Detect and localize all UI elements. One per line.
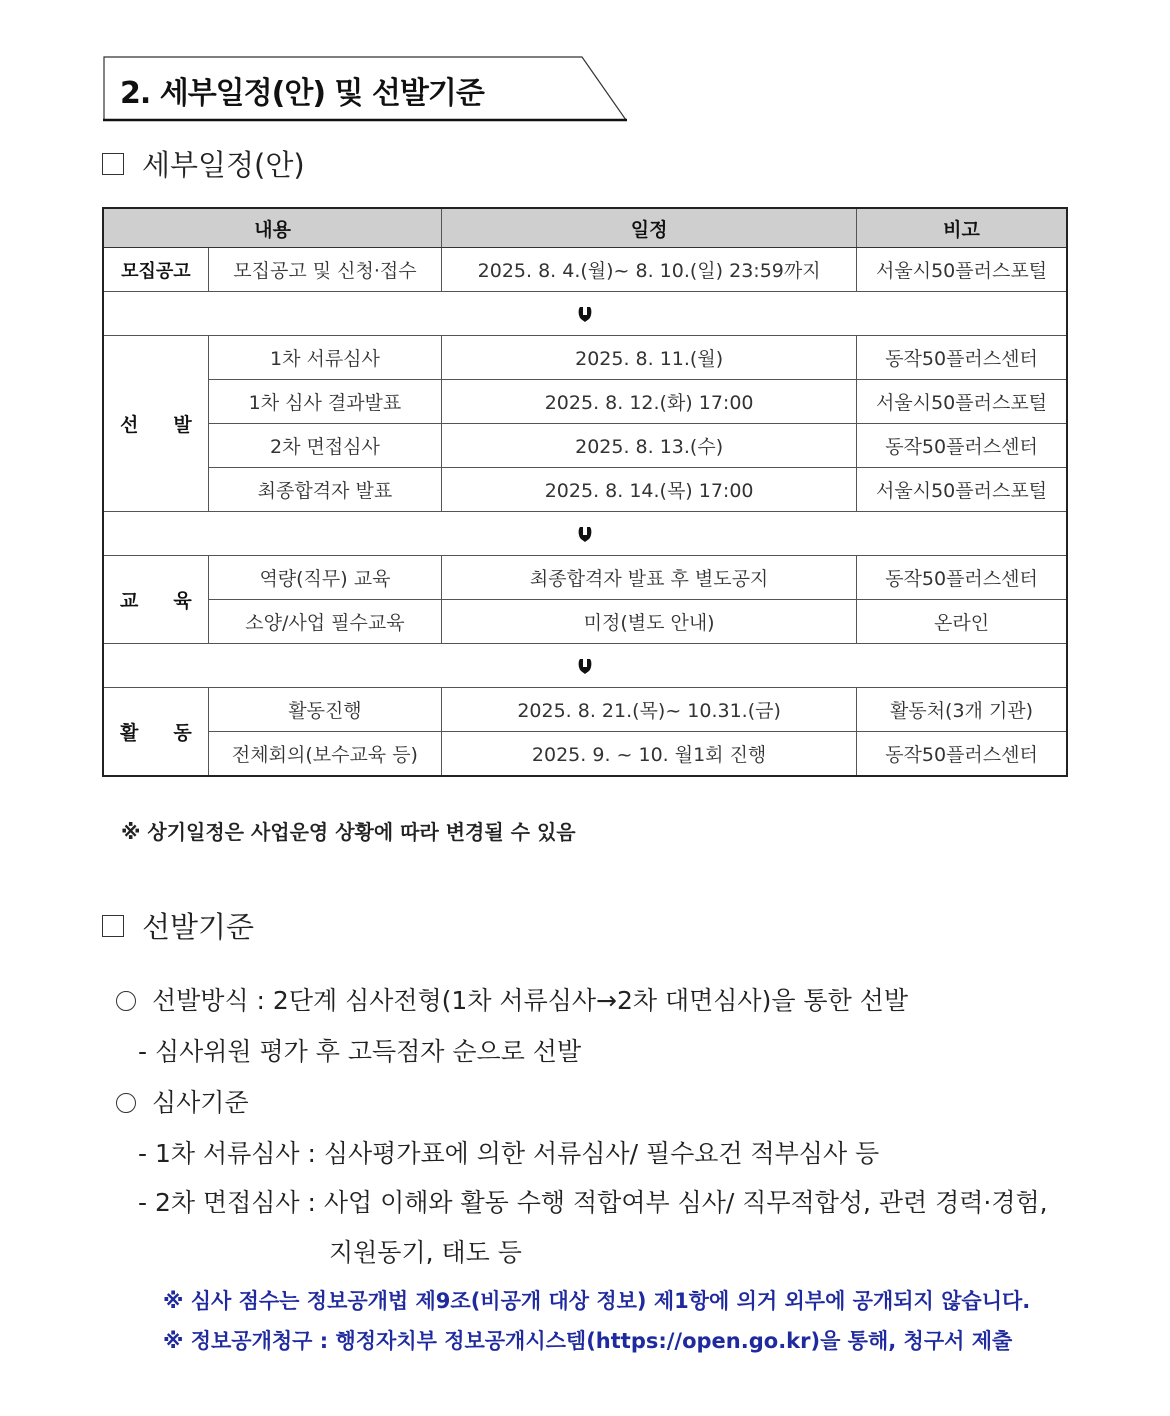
schedule-change-note: ※ 상기일정은 사업운영 상황에 따라 변경될 수 있음 [121, 820, 576, 844]
row-note: 온라인 [857, 600, 1067, 644]
row-item: 1차 서류심사 [208, 336, 441, 380]
section-title: 2. 세부일정(안) 및 선발기준 [120, 76, 484, 111]
table-row [103, 600, 1067, 644]
header-remarks: 비고 [857, 208, 1067, 248]
row-date: 미정(별도 안내) [442, 600, 857, 644]
arrow-row [103, 644, 1067, 688]
criteria-heading [102, 905, 254, 946]
selection-method [116, 981, 908, 1017]
selection-method-sub: - 심사위원 평가 후 고득점자 순으로 선발 [138, 1037, 582, 1066]
table-row [103, 424, 1067, 468]
category-education: 교 육 [103, 556, 208, 644]
table-header-row [103, 208, 1067, 248]
row-note: 동작50플러스센터 [857, 556, 1067, 600]
selection-method-text: 선발방식 : 2단계 심사전형(1차 서류심사→2차 대면심사)을 통한 선발 [152, 986, 908, 1015]
square-bullet-icon [102, 915, 124, 937]
arrow-row [103, 292, 1067, 336]
table-row [103, 380, 1067, 424]
row-item: 1차 심사 결과발표 [208, 380, 441, 424]
row-date: 2025. 8. 12.(화) 17:00 [442, 380, 857, 424]
header-schedule: 일정 [442, 208, 857, 248]
circle-bullet-icon [116, 991, 136, 1011]
category-activity: 활 동 [103, 688, 208, 777]
standard-item-first-review: - 1차 서류심사 : 심사평가표에 의한 서류심사/ 필수요건 적부심사 등 [138, 1139, 880, 1168]
review-standards [116, 1083, 249, 1119]
row-note: 활동처(3개 기관) [857, 688, 1067, 732]
standard-item-interview-continuation: 지원동기, 태도 등 [329, 1238, 522, 1267]
down-arrow-icon [578, 306, 592, 322]
row-item: 활동진행 [208, 688, 441, 732]
row-item: 전체회의(보수교육 등) [208, 732, 441, 777]
table-row [103, 248, 1067, 292]
square-bullet-icon [102, 153, 124, 175]
row-item: 최종합격자 발표 [208, 468, 441, 512]
row-date: 최종합격자 발표 후 별도공지 [442, 556, 857, 600]
standard-item-interview: - 2차 면접심사 : 사업 이해와 활동 수행 적합여부 심사/ 직무적합성, 관련 경력·경험, [138, 1188, 1048, 1217]
row-note: 서울시50플러스포털 [857, 380, 1067, 424]
circle-bullet-icon [116, 1093, 136, 1113]
row-item: 모집공고 및 신청·접수 [208, 248, 441, 292]
table-row [103, 732, 1067, 777]
category-recruitment: 모집공고 [103, 248, 208, 292]
row-date: 2025. 9. ~ 10. 월1회 진행 [442, 732, 857, 777]
schedule-heading [102, 143, 305, 184]
row-item: 2차 면접심사 [208, 424, 441, 468]
review-standards-title: 심사기준 [152, 1088, 249, 1117]
row-date: 2025. 8. 13.(수) [442, 424, 857, 468]
row-item: 역량(직무) 교육 [208, 556, 441, 600]
table-row [103, 468, 1067, 512]
row-item: 소양/사업 필수교육 [208, 600, 441, 644]
row-note: 서울시50플러스포털 [857, 468, 1067, 512]
row-note: 서울시50플러스포털 [857, 248, 1067, 292]
category-selection: 선 발 [103, 336, 208, 512]
row-date: 2025. 8. 14.(목) 17:00 [442, 468, 857, 512]
down-arrow-icon [578, 526, 592, 542]
schedule-table [102, 207, 1068, 777]
notice-info-request: ※ 정보공개청구 : 행정자치부 정보공개시스템(https://open.go.kr)을 통해, 청구서 제출 [163, 1329, 1013, 1353]
section-banner [103, 56, 627, 121]
criteria-heading-title: 선발기준 [142, 910, 255, 944]
notice-score-disclosure: ※ 심사 점수는 정보공개법 제9조(비공개 대상 정보) 제1항에 의거 외부에 공개되지 않습니다. [163, 1289, 1031, 1313]
header-content: 내용 [103, 208, 442, 248]
table-row [103, 336, 1067, 380]
row-note: 동작50플러스센터 [857, 336, 1067, 380]
row-date: 2025. 8. 21.(목)~ 10.31.(금) [442, 688, 857, 732]
row-note: 동작50플러스센터 [857, 732, 1067, 777]
down-arrow-icon [578, 658, 592, 674]
row-date: 2025. 8. 11.(월) [442, 336, 857, 380]
arrow-row [103, 512, 1067, 556]
row-date: 2025. 8. 4.(월)~ 8. 10.(일) 23:59까지 [442, 248, 857, 292]
row-note: 동작50플러스센터 [857, 424, 1067, 468]
table-row [103, 688, 1067, 732]
schedule-heading-title: 세부일정(안) [142, 148, 305, 182]
table-row [103, 556, 1067, 600]
